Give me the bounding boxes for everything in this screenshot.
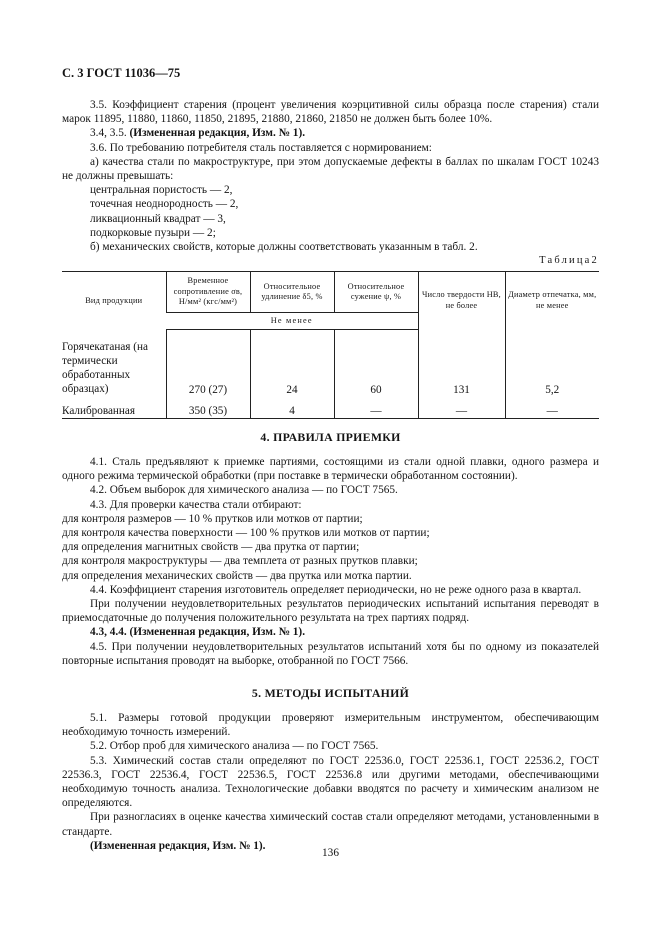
section-4-body [62, 455, 599, 668]
table-row [62, 396, 599, 419]
subheader-not-less: Не менее [166, 313, 418, 330]
cell-narrowing: — [334, 396, 418, 419]
amendment-note-3-4-3-5 [62, 126, 599, 140]
list-item: для определения магнитных свойств — два прутка от партии; [62, 541, 360, 554]
amendment-note-4-3-4-4 [62, 625, 599, 639]
paragraph-5-3: 5.3. Химический состав стали определяют по ГОСТ 22536.0, ГОСТ 22536.1, ГОСТ 22536.2, ГОСТ 22536.3, ГОСТ 22536.4, ГОСТ 22536.5, ГОСТ 22536.8 или другими методами, обеспечивающими необходимую точность анализа. Технологические добавки вводятся по расчету и химическим анализом не определяются. [62, 754, 599, 810]
column-header-product: Вид продукции [62, 272, 166, 330]
page-header: С. 3 ГОСТ 11036—75 [62, 66, 181, 80]
cell-strength: 350 (35) [166, 396, 250, 419]
column-header-hardness: Число твердости НВ, не более [418, 272, 505, 330]
defect-item: точечная неоднородность — 2, [90, 198, 239, 211]
paragraph-4-3: 4.3. Для проверки качества стали отбирают: [90, 498, 302, 511]
table-2 [62, 271, 599, 419]
paragraph-5-2: 5.2. Отбор проб для химического анализа — по ГОСТ 7565. [90, 740, 379, 753]
paragraph-4-1: 4.1. Сталь предъявляют к приемке партиями, состоящими из стали одной плавки, одного размера и одного режима термической обработки (при поставке в термически обработанном состоянии). [62, 456, 599, 483]
cell-product: Калиброванная [62, 396, 166, 419]
page-number: 136 [322, 847, 339, 859]
cell-narrowing: 60 [334, 330, 418, 397]
paragraph-3-5: 3.5. Коэффициент старения (процент увеличения коэрцитивной силы образца после старения) стали марок 11895, 11880, 11860, 11850, 21895, 21880, 21860, 21850 не должен быть более 10%. [62, 99, 599, 126]
amendment-bold: (Измененная редакция, Изм. № 1). [90, 839, 266, 852]
section-3-continuation [62, 98, 599, 254]
amendment-prefix: 3.4, 3.5. [90, 127, 130, 140]
paragraph-3-6-b: б) механических свойств, которые должны соответствовать указанным в табл. 2. [90, 241, 478, 254]
defect-item: подкорковые пузыри — 2; [90, 226, 216, 239]
paragraph-3-6-a: а) качества стали по макроструктуре, при этом допускаемые дефекты в баллах по шкалам ГОСТ 10243 не должны превышать: [62, 155, 599, 183]
list-item: для контроля качества поверхности — 100 % прутков или мотков от партии; [62, 527, 430, 540]
paragraph-3-6: 3.6. По требованию потребителя сталь поставляется с нормированием: [90, 141, 432, 154]
defect-item: ликвационный квадрат — 3, [90, 212, 226, 225]
table-label: Таблица2 [539, 255, 599, 266]
cell-elongation: 24 [250, 330, 334, 397]
paragraph-4-2: 4.2. Объем выборок для химического анализа — по ГОСТ 7565. [90, 484, 398, 497]
amendment-bold: (Измененная редакция, Изм. № 1). [129, 127, 306, 140]
list-item: для контроля размеров — 10 % прутков или мотков от партии; [62, 512, 363, 525]
section-5-body [62, 711, 599, 853]
cell-hardness: 131 [418, 330, 505, 397]
paragraph-4-4-b: При получении неудовлетворительных результатов периодических испытаний испытания переводят в приемосдаточные до получения положительного результата на трех партиях подряд. [62, 598, 599, 625]
defect-item: центральная пористость — 2, [90, 184, 233, 197]
cell-diameter: — [505, 396, 599, 419]
list-item: для определения механических свойств — два прутка или мотка партии. [62, 569, 412, 582]
section-4-title: 4. ПРАВИЛА ПРИЕМКИ [260, 430, 401, 444]
column-header-narrowing: Относительное сужение ψ, % [334, 272, 418, 313]
cell-hardness: — [418, 396, 505, 419]
paragraph-5-1: 5.1. Размеры готовой продукции проверяют измерительным инструментом, обеспечивающим необходимую точность измерений. [62, 712, 599, 739]
paragraph-5-3-b: При разногласиях в оценке качества химический состав стали определяют методами, установленными в стандарте. [62, 811, 599, 838]
paragraph-4-5: 4.5. При получении неудовлетворительных результатов испытаний хотя бы по одному из показателей повторные испытания проводят на выборке, отобранной по ГОСТ 7566. [62, 640, 599, 667]
cell-strength: 270 (27) [166, 330, 250, 397]
section-5-title: 5. МЕТОДЫ ИСПЫТАНИЙ [251, 686, 410, 700]
cell-elongation: 4 [250, 396, 334, 419]
cell-product: Горячекатаная (на термически обработанных образцах) [62, 340, 148, 396]
table-row [62, 330, 599, 397]
paragraph-4-4: 4.4. Коэффициент старения изготовитель определяет периодически, но не реже одного раза в квартал. [90, 583, 582, 596]
column-header-strength: Временное сопротивление σв, Н/мм² (кгс/мм²) [166, 272, 250, 313]
column-header-elongation: Относительное удлинение δ5, % [250, 272, 334, 313]
cell-diameter: 5,2 [505, 330, 599, 397]
list-item: для контроля макроструктуры — два темплета от разных прутков плавки; [62, 555, 418, 568]
column-header-diameter: Диаметр отпечатка, мм, не менее [505, 272, 599, 330]
amendment-bold: 4.3, 4.4. (Измененная редакция, Изм. № 1). [90, 626, 306, 639]
